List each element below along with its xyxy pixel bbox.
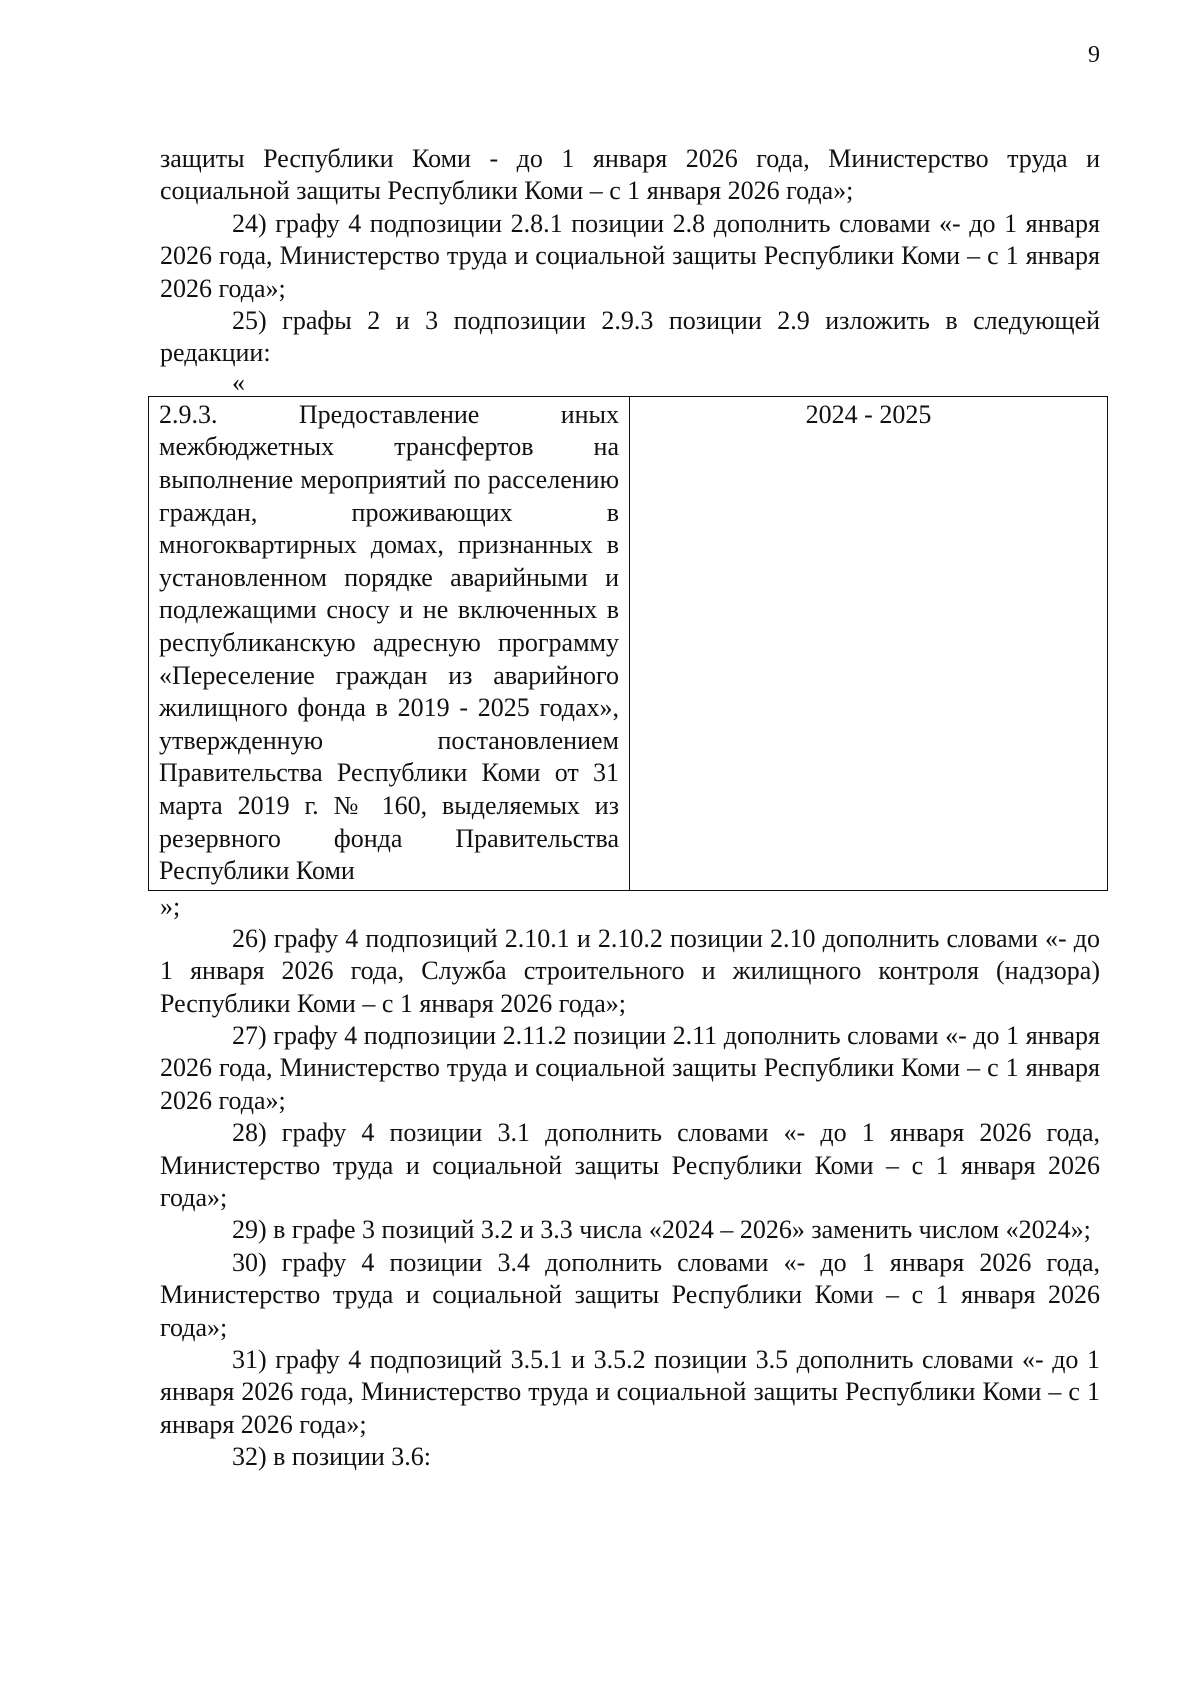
- paragraph-item-26: 26) графу 4 подпозиций 2.10.1 и 2.10.2 позиции 2.10 дополнить словами «- до 1 января 2026 года, Служба строительного и жилищного контроля (надзора) Республики Коми – с 1 января 2026 года»;: [160, 923, 1100, 1018]
- paragraph-item-32: 32) в позиции 3.6:: [232, 1442, 431, 1472]
- table-row: [149, 396, 1108, 890]
- closing-quote: »;: [160, 891, 181, 921]
- paragraph-item-25: 25) графы 2 и 3 подпозиции 2.9.3 позиции 2.9 изложить в следующей редакции:: [160, 306, 1100, 368]
- document-body: [160, 143, 1100, 1474]
- paragraph-item-30: 30) графу 4 позиции 3.4 дополнить словами «- до 1 января 2026 года, Министерство труда и социальной защиты Республики Коми – с 1 января 2026 года»;: [160, 1247, 1100, 1342]
- paragraph-item-24: 24) графу 4 подпозиции 2.8.1 позиции 2.8 дополнить словами «- до 1 января 2026 года, Министерство труда и социальной защиты Республики Коми – с 1 января 2026 года»;: [160, 208, 1100, 303]
- paragraph-continuation: защиты Республики Коми - до 1 января 2026 года, Министерство труда и социальной защиты Республики Коми – с 1 января 2026 года»;: [160, 144, 1100, 206]
- opening-quote: «: [232, 367, 245, 397]
- paragraph-item-28: 28) графу 4 позиции 3.1 дополнить словами «- до 1 января 2026 года, Министерство труда и социальной защиты Республики Коми – с 1 января 2026 года»;: [160, 1118, 1100, 1212]
- paragraph-item-27: 27) графу 4 подпозиции 2.11.2 позиции 2.11 дополнить словами «- до 1 января 2026 года, Министерство труда и социальной защиты Республики Коми – с 1 января 2026 года»;: [160, 1020, 1100, 1115]
- amendment-table: [148, 396, 1108, 891]
- page-number: 9: [1088, 42, 1100, 68]
- table-cell-term: 2024 - 2025: [630, 396, 1108, 890]
- paragraph-item-31: 31) графу 4 подпозиций 3.5.1 и 3.5.2 позиции 3.5 дополнить словами «- до 1 января 2026 года, Министерство труда и социальной защиты Республики Коми – с 1 января 2026 года»;: [160, 1345, 1100, 1439]
- table-cell-measure-name: 2.9.3. Предоставление иных межбюджетных трансфертов на выполнение мероприятий по расселению граждан, проживающих в многоквартирных домах, признанных в установленном порядке аварийными и подлежащими сносу и не включенных в республиканскую адресную программу «Переселение граждан из аварийного жилищного фонда в 2019 - 2025 годах», утвержденную постановлением Правительства Республики Коми от 31 марта 2019 г. № 160, выделяемых из резервного фонда Правительства Республики Коми: [149, 396, 630, 890]
- paragraph-item-29: 29) в графе 3 позиций 3.2 и 3.3 числа «2024 – 2026» заменить числом «2024»;: [232, 1215, 1091, 1245]
